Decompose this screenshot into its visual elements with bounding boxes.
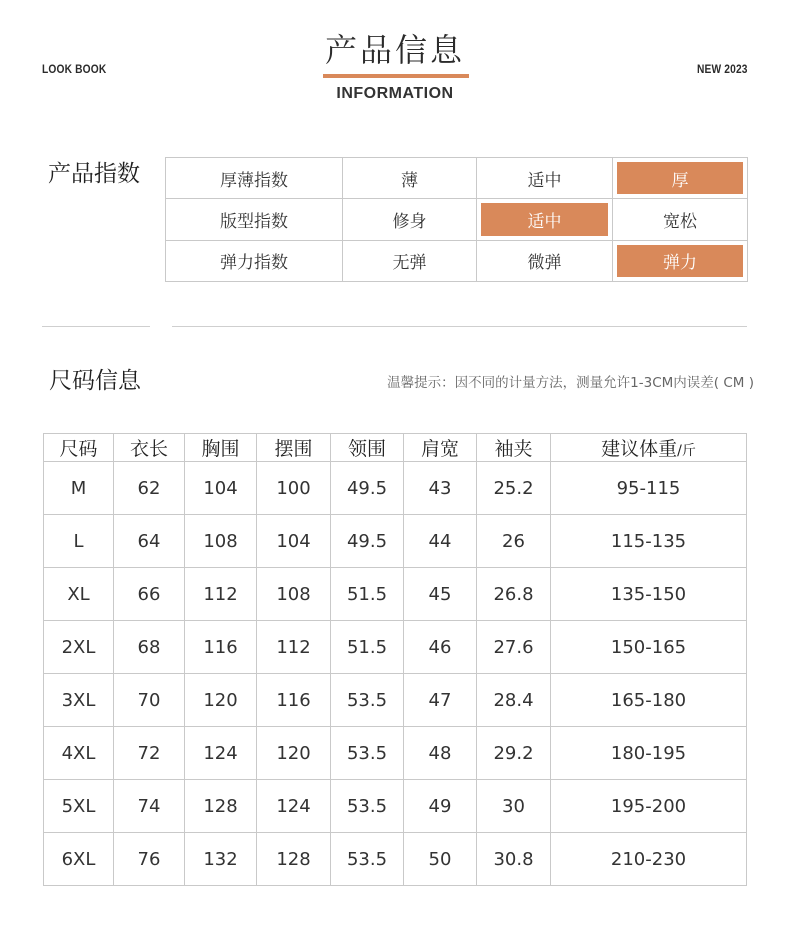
size-column-header — [185, 434, 257, 462]
size-value-cell: 95-115 — [551, 462, 747, 515]
size-value-cell: 30.8 — [477, 833, 551, 886]
size-value-cell: 195-200 — [551, 780, 747, 833]
size-value-cell: 112 — [257, 621, 331, 674]
size-value-cell: 26 — [477, 515, 551, 568]
size-value-cell: 49.5 — [331, 515, 404, 568]
size-row — [44, 780, 747, 833]
size-value-cell: 68 — [114, 621, 185, 674]
size-value-cell: 112 — [185, 568, 257, 621]
size-value-cell: 100 — [257, 462, 331, 515]
index-row-label: 版型指数 — [166, 199, 343, 240]
size-value-cell: 30 — [477, 780, 551, 833]
measurement-tip: 温馨提示：因不同的计量方法，测量允许1-3CM内误差( CM ) — [387, 375, 754, 391]
size-value-cell: 132 — [185, 833, 257, 886]
index-row — [166, 199, 748, 240]
size-label-cell: 5XL — [44, 780, 114, 833]
size-label-cell: L — [44, 515, 114, 568]
size-value-cell: 47 — [404, 674, 477, 727]
size-column-header — [44, 434, 114, 462]
title-underline — [323, 74, 469, 78]
size-value-cell: 128 — [185, 780, 257, 833]
divider-left — [42, 326, 150, 327]
size-row — [44, 621, 747, 674]
index-row-label: 厚薄指数 — [166, 158, 343, 199]
size-info-title: 尺码信息 — [49, 368, 141, 394]
column-header-label: 衣长 — [129, 438, 168, 460]
size-row — [44, 833, 747, 886]
size-value-cell: 180-195 — [551, 727, 747, 780]
index-option — [343, 158, 477, 199]
index-option-selected — [477, 199, 613, 240]
size-label-cell: 6XL — [44, 833, 114, 886]
size-row — [44, 568, 747, 621]
size-value-cell: 104 — [185, 462, 257, 515]
size-value-cell: 62 — [114, 462, 185, 515]
column-header-label: 领围 — [347, 438, 386, 460]
size-value-cell: 28.4 — [477, 674, 551, 727]
size-value-cell: 165-180 — [551, 674, 747, 727]
size-value-cell: 49.5 — [331, 462, 404, 515]
divider-right — [172, 326, 747, 327]
size-value-cell: 116 — [185, 621, 257, 674]
column-header-label: 摆围 — [274, 438, 313, 460]
size-row — [44, 727, 747, 780]
size-row — [44, 674, 747, 727]
index-row — [166, 158, 748, 199]
size-label-cell: 3XL — [44, 674, 114, 727]
size-column-header — [257, 434, 331, 462]
new-year-label: NEW 2023 — [697, 62, 748, 76]
index-option-label: 适中 — [527, 211, 562, 232]
product-index-title: 产品指数 — [48, 161, 140, 187]
size-label-cell: 4XL — [44, 727, 114, 780]
index-option-selected — [613, 158, 748, 199]
size-value-cell: 116 — [257, 674, 331, 727]
size-value-cell: 46 — [404, 621, 477, 674]
size-label-cell: 2XL — [44, 621, 114, 674]
index-option — [477, 158, 613, 199]
index-option — [343, 240, 477, 281]
weight-unit: /斤 — [677, 443, 696, 459]
size-row — [44, 462, 747, 515]
size-value-cell: 44 — [404, 515, 477, 568]
column-header-label: 肩宽 — [420, 438, 459, 460]
size-value-cell: 53.5 — [331, 780, 404, 833]
size-column-header — [404, 434, 477, 462]
index-option — [613, 199, 748, 240]
size-column-header — [114, 434, 185, 462]
page-subtitle: INFORMATION — [336, 85, 454, 102]
size-value-cell: 76 — [114, 833, 185, 886]
size-value-cell: 115-135 — [551, 515, 747, 568]
size-value-cell: 43 — [404, 462, 477, 515]
size-value-cell: 48 — [404, 727, 477, 780]
index-option-label: 修身 — [392, 211, 427, 232]
size-value-cell: 25.2 — [477, 462, 551, 515]
size-column-header — [551, 434, 747, 462]
size-label-cell: XL — [44, 568, 114, 621]
size-value-cell: 108 — [185, 515, 257, 568]
page-title: 产品信息 — [324, 31, 465, 69]
size-table — [43, 433, 747, 886]
index-option-label: 厚 — [671, 170, 689, 191]
index-row — [166, 240, 748, 281]
size-value-cell: 135-150 — [551, 568, 747, 621]
column-header-label: 袖夹 — [494, 438, 533, 460]
size-label-cell: M — [44, 462, 114, 515]
size-value-cell: 27.6 — [477, 621, 551, 674]
size-value-cell: 51.5 — [331, 621, 404, 674]
index-option-label: 无弹 — [392, 253, 427, 274]
size-value-cell: 120 — [185, 674, 257, 727]
index-option-label: 适中 — [527, 170, 562, 191]
size-value-cell: 150-165 — [551, 621, 747, 674]
size-value-cell: 108 — [257, 568, 331, 621]
index-option-label: 微弹 — [527, 253, 562, 274]
size-value-cell: 70 — [114, 674, 185, 727]
size-value-cell: 210-230 — [551, 833, 747, 886]
product-index-table — [165, 157, 748, 282]
size-value-cell: 72 — [114, 727, 185, 780]
size-row — [44, 515, 747, 568]
size-value-cell: 124 — [257, 780, 331, 833]
size-value-cell: 50 — [404, 833, 477, 886]
index-option-selected — [613, 240, 748, 281]
look-book-label: LOOK BOOK — [42, 62, 107, 76]
size-value-cell: 29.2 — [477, 727, 551, 780]
size-value-cell: 66 — [114, 568, 185, 621]
size-value-cell: 124 — [185, 727, 257, 780]
size-table-header — [44, 434, 747, 462]
index-option-label: 弹力 — [663, 253, 697, 274]
size-value-cell: 104 — [257, 515, 331, 568]
size-value-cell: 53.5 — [331, 674, 404, 727]
index-option — [343, 199, 477, 240]
size-value-cell: 45 — [404, 568, 477, 621]
size-value-cell: 120 — [257, 727, 331, 780]
size-value-cell: 53.5 — [331, 727, 404, 780]
size-column-header — [477, 434, 551, 462]
size-value-cell: 49 — [404, 780, 477, 833]
index-option-label: 薄 — [401, 170, 418, 191]
size-column-header — [331, 434, 404, 462]
index-row-label: 弹力指数 — [166, 240, 343, 281]
column-header-label: 胸围 — [201, 438, 240, 460]
size-value-cell: 64 — [114, 515, 185, 568]
index-option-label: 宽松 — [663, 211, 697, 232]
size-value-cell: 51.5 — [331, 568, 404, 621]
size-value-cell: 53.5 — [331, 833, 404, 886]
column-header-label: 建议体重 — [601, 438, 678, 460]
size-value-cell: 26.8 — [477, 568, 551, 621]
size-value-cell: 74 — [114, 780, 185, 833]
column-header-label: 尺码 — [59, 438, 98, 460]
index-option — [477, 240, 613, 281]
size-value-cell: 128 — [257, 833, 331, 886]
